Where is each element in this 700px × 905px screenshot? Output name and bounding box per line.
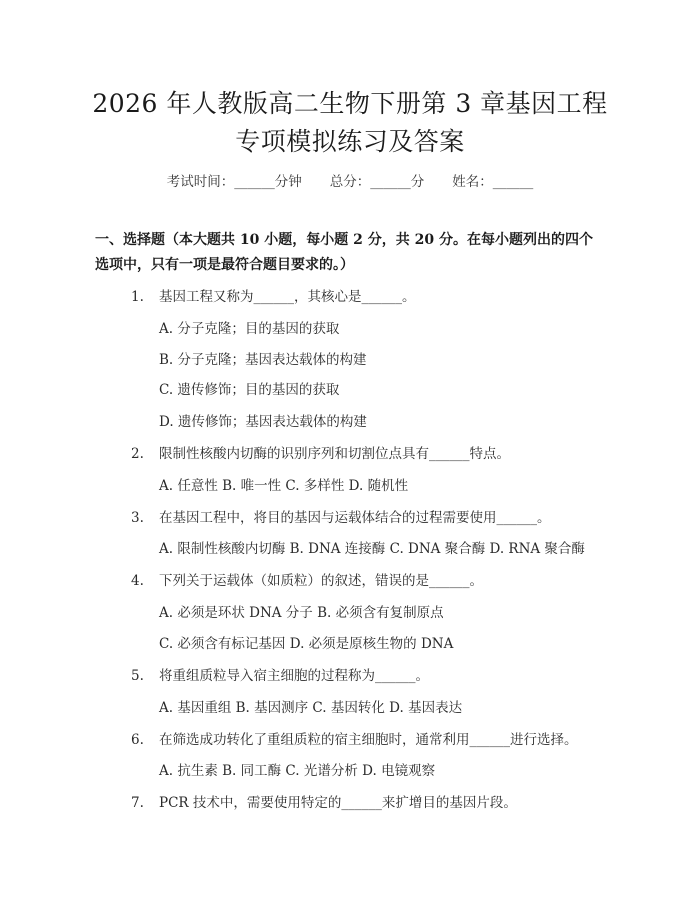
q1-option-a: A. 分子克隆；目的基因的获取 — [159, 321, 340, 337]
question-6 — [131, 728, 578, 748]
question-7 — [131, 791, 517, 811]
q4-options-line-1: A. 必须是环状 DNA 分子 B. 必须含有复制原点 — [159, 605, 444, 621]
question-number: 7. — [131, 795, 144, 811]
question-text: 限制性核酸内切酶的识别序列和切割位点具有______特点。 — [159, 446, 510, 462]
question-text: 将重组质粒导入宿主细胞的过程称为______。 — [159, 668, 429, 684]
question-text: 在基因工程中，将目的基因与运载体结合的过程需要使用______。 — [159, 510, 551, 526]
question-number: 6. — [131, 732, 144, 748]
question-text: PCR 技术中，需要使用特定的______来扩增目的基因片段。 — [159, 795, 517, 811]
q2-options: A. 任意性 B. 唯一性 C. 多样性 D. 随机性 — [159, 478, 409, 494]
question-number: 3. — [131, 510, 144, 526]
q3-options: A. 限制性核酸内切酶 B. DNA 连接酶 C. DNA 聚合酶 D. RNA 聚合酶 — [159, 541, 585, 557]
total-score-field: 总分：______分 — [329, 174, 425, 190]
q4-options-line-2: C. 必须含有标记基因 D. 必须是原核生物的 DNA — [159, 636, 454, 652]
question-1 — [131, 285, 416, 305]
question-number: 2. — [131, 446, 144, 462]
question-number: 4. — [131, 573, 144, 589]
question-number: 1. — [131, 289, 144, 305]
page-title: 2026 年人教版高二生物下册第 3 章基因工程 — [92, 89, 608, 118]
q1-option-c: C. 遗传修饰；目的基因的获取 — [159, 382, 340, 398]
question-text: 基因工程又称为______，其核心是______。 — [159, 289, 416, 305]
exam-time-field: 考试时间：______分钟 — [166, 174, 302, 190]
question-text: 下列关于运载体（如质粒）的叙述，错误的是______。 — [159, 573, 483, 589]
question-5 — [131, 664, 429, 684]
q1-option-b: B. 分子克隆；基因表达载体的构建 — [159, 352, 367, 368]
question-number: 5. — [131, 668, 144, 684]
question-4 — [131, 569, 483, 589]
q6-options: A. 抗生素 B. 同工酶 C. 光谱分析 D. 电镜观察 — [159, 763, 436, 779]
question-3 — [131, 506, 551, 526]
page-subtitle: 专项模拟练习及答案 — [235, 127, 465, 156]
student-name-field: 姓名：______ — [452, 174, 534, 190]
question-2 — [131, 442, 510, 462]
q1-option-d: D. 遗传修饰；基因表达载体的构建 — [159, 414, 367, 430]
exam-info-line — [0, 170, 700, 190]
question-text: 在筛选成功转化了重组质粒的宿主细胞时，通常利用______进行选择。 — [159, 732, 578, 748]
section-heading: 一、选择题（本大题共 10 小题，每小题 2 分，共 20 分。在每小题列出的四个选项中，只有一项是最符合题目要求的。） — [95, 232, 593, 273]
q5-options: A. 基因重组 B. 基因测序 C. 基因转化 D. 基因表达 — [159, 700, 463, 716]
